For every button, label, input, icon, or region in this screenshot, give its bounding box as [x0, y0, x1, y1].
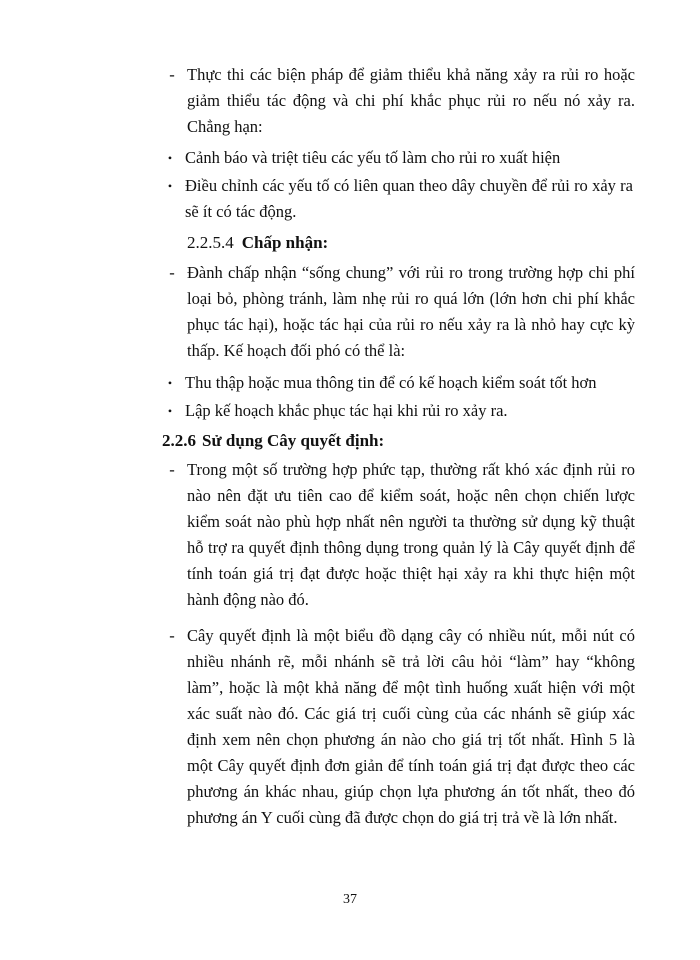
heading-title: Sử dụng Cây quyết định:: [202, 431, 385, 450]
paragraph-text: Đành chấp nhận “sống chung” với rủi ro trong trường hợp chi phí loại bỏ, phòng tránh, làm nhẹ rủi ro quá lớn (lớn hơn chi phí khắc phục tác hại), hoặc tác hại của rủi ro nếu xảy ra là nhỏ hay cực kỳ thấp. Kế hoạch đối phó có thể là:: [187, 263, 635, 360]
bullet-list-item: [167, 398, 633, 424]
paragraph-text: Thực thi các biện pháp để giảm thiểu khả năng xảy ra rủi ro hoặc giảm thiểu tác động và chi phí khắc phục rủi ro nếu nó xảy ra. Chẳng hạn:: [187, 65, 635, 136]
page-number: 37: [343, 892, 357, 907]
dash-marker: -: [169, 263, 175, 282]
dash-marker: -: [169, 626, 175, 645]
bullet-marker: •: [167, 151, 173, 165]
dash-list-item: [169, 623, 635, 831]
section-heading: [187, 230, 328, 256]
paragraph-text: Cảnh báo và triệt tiêu các yếu tố làm cho rủi ro xuất hiện: [185, 148, 561, 167]
heading-title: Chấp nhận:: [241, 233, 329, 252]
paragraph-text: Cây quyết định là một biểu đồ dạng cây có nhiều nút, mỗi nút có nhiều nhánh rẽ, mỗi nhánh sẽ trả lời câu hỏi “làm” hay “không làm”, hoặc là một khả năng để một tình huống xuất hiện với một xác suất nào đó. Các giá trị cuối cùng của các nhánh sẽ giúp xác định xem nên chọn phương án nào cho giá trị tốt nhất. Hình 5 là một Cây quyết định đơn giản để tính toán giá trị đạt được theo các phương án khác nhau, giúp chọn lựa phương án tốt nhất, theo đó phương án Y cuối cùng đã được chọn do giá trị trả về là lớn nhất.: [187, 626, 635, 827]
bullet-list-item: [167, 370, 633, 396]
heading-number: 2.2.6: [162, 431, 196, 450]
paragraph-text: Điều chỉnh các yếu tố có liên quan theo dây chuyền để rủi ro xảy ra sẽ ít có tác động.: [185, 176, 633, 221]
dash-list-item: [169, 457, 635, 613]
bullet-marker: •: [167, 404, 173, 418]
section-heading: [162, 428, 384, 454]
dash-marker: -: [169, 460, 175, 479]
dash-marker: -: [169, 65, 175, 84]
dash-list-item: [169, 62, 635, 140]
paragraph-text: Thu thập hoặc mua thông tin để có kế hoạch kiểm soát tốt hơn: [185, 373, 597, 392]
bullet-list-item: [167, 145, 633, 171]
paragraph-text: Trong một số trường hợp phức tạp, thường rất khó xác định rủi ro nào nên đặt ưu tiên cao để kiểm soát, hoặc nên chọn chiến lược kiểm soát nào phù hợp nhất nên người ta thường sử dụng kỹ thuật hỗ trợ ra quyết định thông dụng trong quản lý là Cây quyết định để tính toán giá trị đạt được hoặc thiệt hại xảy ra khi thực hiện một hành động nào đó.: [187, 460, 635, 609]
bullet-marker: •: [167, 376, 173, 390]
heading-number: 2.2.5.4: [187, 233, 234, 252]
paragraph-text: Lập kế hoạch khắc phục tác hại khi rủi ro xảy ra.: [185, 401, 508, 420]
dash-list-item: [169, 260, 635, 364]
bullet-marker: •: [167, 179, 173, 193]
bullet-list-item: [167, 173, 633, 225]
